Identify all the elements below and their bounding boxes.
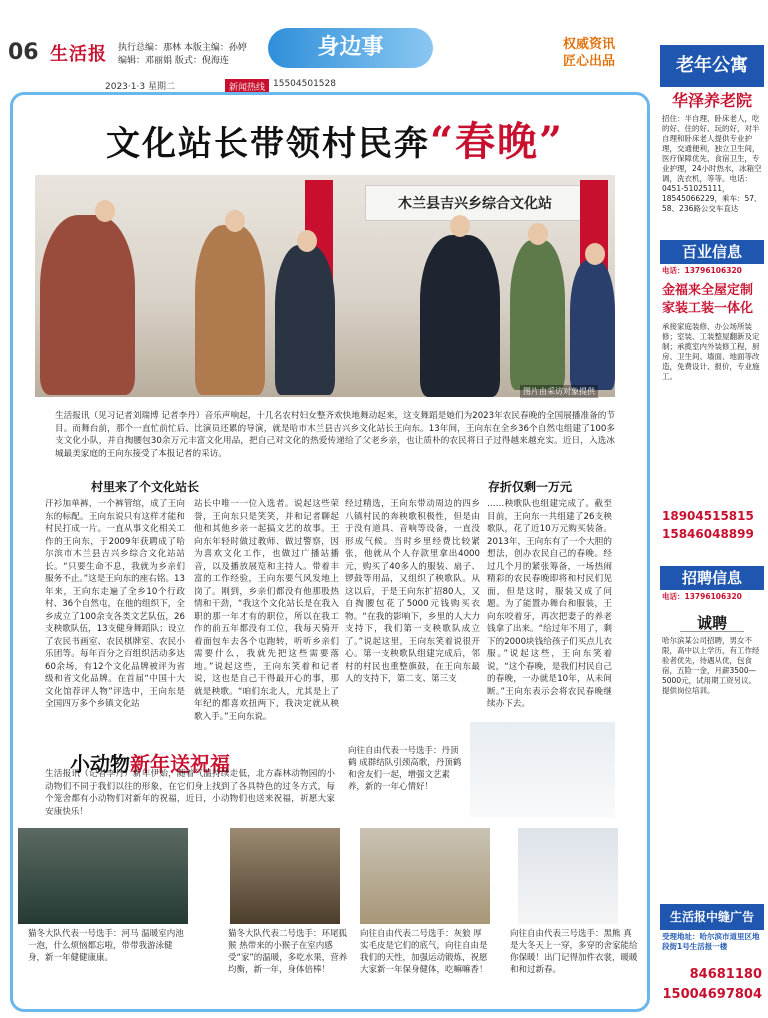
article-lead: 生活报讯（见习记者刘瑞博 记者李丹）音乐声响起，十几名农村妇女整齐欢快地舞动起来，这支舞蹈是她们为2023年农民春晚的全国展播准备的节目。而舞台前，那个一直忙前忙后、比演员还累的导演，就是哈市木兰县吉兴乡文化站长王向东。13年间，王向东在全乡36个自然屯组建了100多支文化小队，并自掏腰包30余万元丰富文化用品，把自己对文化的热爱传递给了父老乡亲，也让质朴的农民将日子过得越来越充实。近日，入选冰城最美家庭的王向东接受了本报记者的采访。 [55,411,615,459]
ad-jobs-phone: 电话：13796106320 [662,592,742,601]
ad-classified-address: 受理地址：哈尔滨市道里区地段街1号生活报一楼 [662,932,760,951]
subhead-2: 存折仅剩一万元 [487,480,572,494]
ad-phone-2: 15846048899 [662,527,754,541]
editors-line-2: 编辑：邓丽娟 版式：倪海连 [118,56,229,66]
head-4 [450,215,470,237]
animals-title-highlight: 新年送祝福 [130,752,230,776]
article-column-2: 站长中唯一一位入选者。说起这些荣誉，王向东只是笑笑，并和记者聊起他和其他乡亲一起搞文艺的故事。王向东年轻时做过教师、做过警察，因为喜欢文化工作，也做过广播站播音，以及播放展览和主持人。带着丰富的工作经验，王向东要气风发地上岗了。刚到，乡亲们都没有他那股热情和干劲，“我这个文化站长是在我入职的那一年才有的职位，所以在我工作的前五年都没有工位，我每天骑开着面包车去各个屯跑转，听听乡亲们需要什么，我就先把这些需要落地。”说起这些，王向东笑着和记者说，这也是自己干得最开心的事，那就是秧歌。“咱们东北人，尤其是上了年纪的都喜欢扭两下，我决定就从秧歌入手。”王向东说。 [194,499,339,722]
ad-classified-phone-1: 84681180 [689,967,762,982]
caption-crane: 向往自由代表一号选手：丹顶鹤 成群结队引颈高歌，丹顶鹤和舍友们一起，增强文艺素养，新的一年心情好！ [348,746,462,792]
page-number: 06 [8,40,39,65]
issue-date: 2023·1·3 星期二 [105,82,175,92]
ad-retirement-name: 华泽养老院 [671,91,752,110]
slogan-line-2: 匠心出品 [563,54,616,69]
animals-lead: 生活报讯（记者李丹）新年伊始，随着气温持续走低，北方森林动物园的小动物们不同于我们以往的形象，在它们身上找到了各具特色的过冬方式，每个笼舍都有小动物们对新年的祝福，近日，小动物们也送来祝福，祈愿大家安康快乐！ [45,769,335,817]
ad-banner-retirement: 老年公寓 [660,45,764,87]
head-3 [297,230,317,252]
paper-name: 生活报 [50,44,107,65]
article-column-4: ……秧歌队也组建完成了。截至目前，王向东一共组建了26支秧歌队，花了近10万元购买装备。2013年，王向东有了一个大胆的想法，创办农民自己的春晚。经过几个月的紧张筹备，一场热闹精彩的农民春晚即将和村民们见面，但是这时，服装又成了问题。为了能置办舞台和服装，王向东咬着牙，再次把妻子的养老钱拿了出来。“给过年不用了，剩下的2000块钱给孩子们买点儿衣服。”说起这些，王向东笑着说，“这个春晚，是我们村民自己的春晚，一办就是10年，从未间断。”王向东表示会将农民春晚继续办下去。 [487,499,612,709]
ad-hiring-text: 哈尔滨某公司招聘，男女不限，高中以上学历，有工作经验者优先，待遇从优，包食宿，五险一金，月薪3500—5000元，试用期工资另议。提供岗位培训。 [662,636,760,695]
dancer-1 [40,215,135,395]
article-headline [40,110,630,167]
slogan [563,36,615,70]
ad-banner-business: 百业信息 [660,240,764,264]
head-5 [528,223,548,245]
editors-credits [118,42,247,68]
ad-banner-classified: 生活报中缝广告 [660,904,764,930]
ad-decor-text: 承接家庭装修、办公场所装修；室装、工装整屋翻新及定制；承揽室内外装修工程，厨房、卫生间、墙面、地面等改造，免费设计、报价，专业施工。 [662,322,760,381]
photo-credit: 图片由采访对象提供 [520,385,598,398]
page-header [0,0,660,82]
photo-bear [518,828,618,924]
head-2 [225,210,245,232]
ad-hiring-title: 诚聘 [680,612,744,632]
ad-phone-1: 18904515815 [662,509,754,523]
photo-hippo [18,828,188,924]
slogan-line-1: 权威资讯 [563,37,616,52]
caption-hippo: 猫冬大队代表一号选手：河马 温暖室内池一泡，什么烦恼都忘啦，带带我游泳健身，新一年健健康康。 [28,929,184,963]
headline-highlight: “春晚” [429,118,564,165]
ad-column [660,40,764,1014]
article-column-1: 汗衫加单裤，一个裤管绾，成了王向东的标配。王向东说只有这样才能和村民打成一片。一直从事文化相关工作的王向东，于2009年获聘成了哈尔滨市木兰县吉兴乡综合文化站站长。“只要生命不息，我就为乡亲们服务不止。”这是王向东的座右铭。13年来，王向东走遍了全乡10个行政村、36个自然屯，在他的组织下，全乡成立了100余支各类文艺队伍，26支秧歌队伍，13支健身舞蹈队；设立了农民书画室、农民棋牌室、农民小乐团等。每年百分之百组织活动多达60余场，有12个文化品牌被评为省级和省文化品牌。在首届“中国十大文化馆荐评人物”评选中，王向东是全国四万多个乡镇文化站 [45,499,185,709]
dancer-4 [420,235,500,397]
editors-line-1: 执行总编：那林 本版主编：孙婷 [118,43,247,53]
article-column-3: 经过精选，王向东带动周边的四乡八镇村民的奔秧歌积极性，但是由于没有道具、音响等设备，一直没形成气候。当时乡里经费比较紧张，他就从个人存款里拿出4000元，购买了40多人的服装、扇子、锣鼓等用品，又组织了秧歌队。从这以后，于是王向东扩招80人，又自掏腰包花了5000元钱购买衣物。“在我的影响下，乡里的人大力支持下，我们第一支秧歌队成立了。”说起这里，王向东笑着说很开心。第一支秧歌队组建完成后，邻村的村民也重整旗鼓，在王向东最人的支持下，第二支、第三支 [345,499,480,684]
photo-crane [470,722,615,818]
dancer-6 [570,260,615,390]
subhead-1: 村里来了个文化站长 [90,480,199,494]
article-photo [35,175,615,397]
caption-wolf: 向往自由代表二号选手：灰狼 厚实毛皮是它们的底气，向往自由是我们的天性，加强运动锻炼，祝愿大家新一年保身健体，吃嘛嘛香！ [360,929,488,975]
ad-classified-phone-2: 15004697804 [662,987,762,1002]
photo-sign: 木兰县吉兴乡综合文化站 [365,185,585,221]
caption-lemur: 猫冬大队代表二号选手：环尾狐猴 热带来的小猴子在室内感受“家”的温暖，多吃水果，营养均衡，新一年，身体倍棒！ [228,929,348,975]
ad-decor-name: 金福来全屋定制家装工装一体化 [662,283,754,316]
hotline-label: 新闻热线 [225,79,269,94]
section-title: 身边事 [268,28,433,68]
photo-wolf [360,828,490,924]
ad-retirement-text: 招住：半自理、卧床老人，吃的好、住的好、玩的好，对半自理和卧床老人提供专业护理，交通便利，独立卫生间，医疗保障优先，食宿卫生，专业护理，24小时热水，冰箱空调，洗衣机，等等。电话：0451-51025111，18545066229，乘车：57、58、236路公交车直达 [662,114,762,213]
head-6 [585,243,605,265]
dancer-5 [510,240,565,390]
headline-prefix: 文化站长带领村民奔 [105,124,430,164]
dancer-3 [275,245,335,395]
ad-banner-jobs: 招聘信息 [660,566,764,590]
ad-business-phone: 电话：13796106320 [662,266,742,275]
head-1 [95,200,115,222]
caption-bear: 向往自由代表三号选手：黑熊 真是大冬天上一穿，多穿的舍家能给你保暖！出门记得加件衣裳，暖暖和和过新春。 [510,929,638,975]
photo-lemur [230,828,340,924]
hotline-number: 15504501528 [273,79,336,89]
animals-title-prefix: 小动物 [70,752,130,776]
dancer-2 [195,225,265,395]
